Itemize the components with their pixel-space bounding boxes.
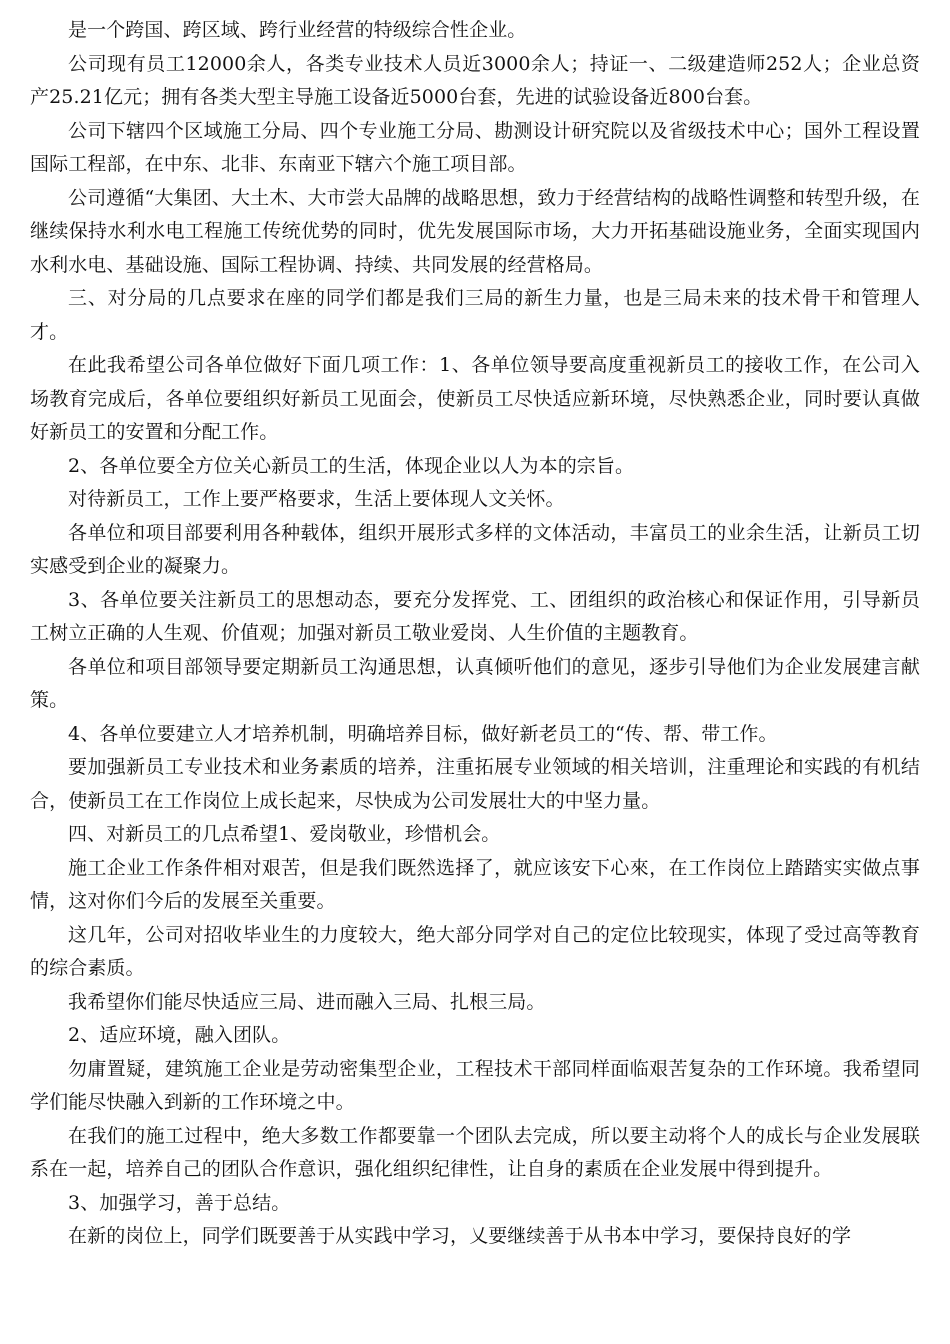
document-page: [30, 0, 920, 1344]
paragraph: 勿庸置疑，建筑施工企业是劳动密集型企业，工程技术干部同样面临艰苦复杂的工作环境。我希望同学们能尽快融入到新的工作环境之中。: [30, 1057, 920, 1113]
paragraph: 各单位和项目部领导要定期新员工沟通思想，认真倾听他们的意见，逐步引导他们为企业发展建言献策。: [30, 655, 920, 711]
paragraph: 施工企业工作条件相对艰苦，但是我们既然选择了，就应该安下心來，在工作岗位上踏踏实实做点事情，这对你们今后的发展至关重要。: [30, 856, 920, 912]
paragraph: 在我们的施工过程中，绝大多数工作都要靠一个团队去完成，所以要主动将个人的成长与企业发展联系在一起，培养自己的团队合作意识，强化组织纪律性，让自身的素质在企业发展中得到提升。: [30, 1124, 920, 1180]
paragraph: 是一个跨国、跨区域、跨行业经营的特级综合性企业。: [68, 19, 527, 41]
paragraph: 三、对分局的几点要求在座的同学们都是我们三局的新生力量，也是三局未来的技术骨干和管理人才。: [30, 287, 920, 343]
paragraph: 公司遵循“大集团、大土木、大市尝大品牌的战略思想，致力于经营结构的战略性调整和转型升级，在继续保持水利水电工程施工传统优势的同时，优先发展国际市场，大力开拓基础设施业务，全面实现国内水利水电、基础设施、国际工程协调、持续、共同发展的经营格局。: [30, 186, 920, 276]
paragraph: 各单位和项目部要利用各种载体，组织开展形式多样的文体活动，丰富员工的业余生活，让新员工切实感受到企业的凝聚力。: [30, 521, 920, 577]
paragraph: 在新的岗位上，同学们既要善于从实践中学习，乂要继续善于从书本中学习，要保持良好的学: [68, 1225, 852, 1247]
paragraph: 2、各单位要全方位关心新员工的生活，体现企业以人为本的宗旨。: [68, 454, 635, 477]
paragraph: 2、适应环境，融入团队。: [68, 1024, 291, 1046]
paragraph: 我希望你们能尽快适应三局、进而融入三局、扎根三局。: [68, 990, 546, 1013]
paragraph: 公司下辖四个区域施工分局、四个专业施工分局、勘测设计研究院以及省级技术中心；国外工程设置国际工程部，在中东、北非、东南亚下辖六个施工项目部。: [30, 119, 920, 175]
paragraph: 四、对新员工的几点希望1、爱岗敬业，珍惜机会。: [68, 823, 501, 845]
paragraph: 公司现有员工12000余人，各类专业技术人员近3000余人；持证一、二级建造师252人；企业总资产25.21亿元；拥有各类大型主导施工设备近5000台套，先进的试验设备近800台套。: [30, 52, 920, 108]
paragraph: 3、加强学习，善于总结。: [68, 1191, 291, 1214]
paragraph: 3、各单位要关注新员工的思想动态，要充分发挥党、工、团组织的政治核心和保证作用，引导新员工树立正确的人生观、价值观；加强对新员工敬业爱岗、人生价值的主题教育。: [30, 588, 920, 644]
paragraph: 对待新员工，工作上要严格要求，生活上要体现人文关怀。: [68, 488, 565, 510]
paragraph: 4、各单位要建立人才培养机制，明确培养目标，做好新老员工的“传、帮、带工作。: [68, 722, 778, 745]
paragraph: 这几年，公司对招收毕业生的力度较大，绝大部分同学对自己的定位比较现实，体现了受过高等教育的综合素质。: [30, 923, 920, 979]
paragraph: 在此我希望公司各单位做好下面几项工作：1、各单位领导要高度重视新员工的接收工作，在公司入场教育完成后，各单位要组织好新员工见面会，使新员工尽快适应新环境，尽快熟悉企业，同时要认真做好新员工的安置和分配工作。: [30, 354, 920, 443]
paragraph: 要加强新员工专业技术和业务素质的培养，注重拓展专业领域的相关培训，注重理论和实践的有机结合，使新员工在工作岗位上成长起来，尽快成为公司发展壮大的中坚力量。: [30, 756, 920, 812]
